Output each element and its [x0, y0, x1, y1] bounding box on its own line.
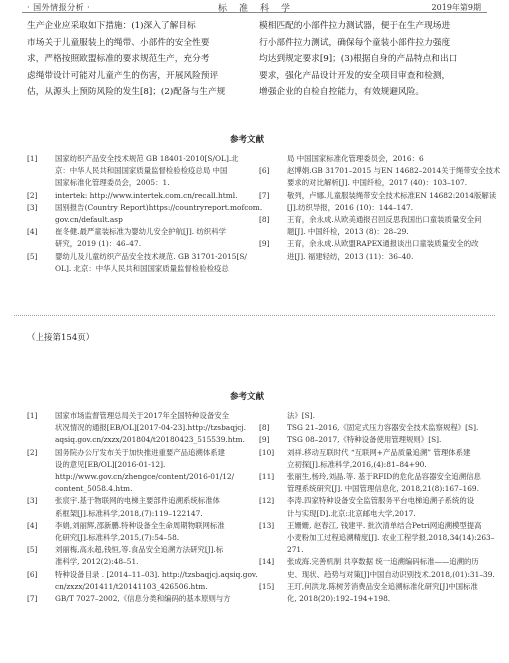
reference-text	[287, 422, 483, 434]
reference-number: [14]	[259, 557, 275, 567]
reference-entry	[259, 556, 495, 580]
reference-number: [12]	[259, 496, 275, 506]
reference-line: OL]. 北京：中华人民共和国国家质量监督检验检疫总	[55, 263, 229, 273]
reference-text	[287, 447, 483, 471]
reference-line: 婴幼儿及儿童纺织产品安全技术规范. GB 31701-2015[S/	[55, 251, 247, 261]
text-line: 模相匹配的小部件拉力测试器，便于在生产现场进	[259, 21, 451, 31]
reference-line: 王姗姗, 赵春江, 钱建平. 批次清单结合Petri网追溯模型提高	[287, 520, 482, 530]
reference-line: aqsiq.gov.cn/zxzx/201804/t20180423_515539.htm.	[55, 435, 245, 445]
reference-entry	[259, 520, 495, 557]
reference-line: http://www.gov.cn/zhengce/content/2016-01/12/	[55, 472, 235, 482]
reference-line: 国家市场监督管理总局关于2017年全国特种设备安全	[55, 411, 230, 420]
reference-line: 国别报告(Country Report)https://countryreport.mofcom.	[55, 202, 263, 212]
reference-number: [5]	[27, 251, 38, 261]
reference-text	[55, 190, 255, 202]
continued-from-note: （上接第154页）	[27, 333, 95, 343]
reference-list-right-2	[259, 410, 495, 605]
reference-entry	[27, 226, 255, 250]
reference-line: 设的意见[EB/OL][2016-01-12].	[55, 459, 166, 469]
reference-number: [3]	[27, 202, 38, 212]
reference-line: 法》[S].	[287, 411, 315, 420]
reference-text	[55, 447, 255, 496]
reference-line: 题[J]. 中国纤检，2013 (8)：28–29.	[287, 227, 409, 237]
running-header-journal: 标准科学	[218, 4, 303, 14]
reference-number: [9]	[259, 239, 270, 249]
reference-line: cn/zxzx/201411/t20141103_426506.htm.	[55, 581, 208, 591]
reference-text	[287, 434, 483, 446]
reference-line: 王育，余永成.从欧盟RAPEX通报谈出口童装质量安全的改	[287, 239, 479, 249]
reference-line: 京：中华人民共和国国家质量监督检验检疫总局 中国	[55, 166, 228, 176]
text-line: 求，严格按照欧盟标准的要求规范生产，充分考	[27, 54, 210, 65]
reference-number: [2]	[27, 190, 38, 200]
reference-number: [13]	[259, 520, 275, 530]
reference-line: 研究，2019 (1)：46–47.	[55, 239, 142, 249]
reference-number: [9]	[259, 435, 270, 445]
reference-entry	[259, 422, 483, 434]
reference-number: [1]	[27, 411, 38, 420]
reference-number: [10]	[259, 447, 275, 457]
running-header-issue: 2019年第9期	[431, 3, 481, 12]
reference-list-left-2	[27, 410, 258, 605]
reference-number: [7]	[259, 190, 270, 200]
reference-line: 史、现状、趋势与对策[J]中国自动识别技术.2018,(01):31–39.	[287, 569, 495, 579]
reference-entry	[259, 238, 483, 262]
reference-text	[287, 556, 495, 580]
reference-entry	[27, 190, 255, 202]
reference-number: [1]	[27, 154, 38, 163]
reference-line: 特种设备目录 . [2014–11–03]. http://tzsbaqjcj.aqsiq.gov.	[55, 569, 258, 579]
reference-entry	[27, 447, 255, 496]
reference-line: TSG 08–2017,《特种设备使用管理规则》[S].	[287, 435, 442, 445]
reference-line: 进[J]. 福建轻纺，2013 (11)：36–40.	[287, 251, 414, 261]
reference-line: 国家纺织产品安全技术规范 GB 18401-2010[S/OL].北	[55, 154, 239, 163]
reference-entry	[27, 593, 255, 605]
reference-entry	[27, 544, 255, 568]
reference-line: 化研究[J].标准科学,2015,(7):54–58.	[55, 533, 180, 543]
reference-entry	[259, 410, 483, 422]
reference-entry	[259, 447, 483, 471]
reference-number: [7]	[27, 594, 38, 604]
reference-line: 敬列，卢娜.儿童服装绳带安全技术标准EN 14682:2014版解读	[287, 190, 497, 200]
reference-entry	[259, 471, 483, 495]
reference-entry	[259, 495, 483, 519]
reference-text	[55, 226, 255, 250]
reference-line: 刘祥.移动互联时代 “互联网+产品质量追溯” 管理体系建	[287, 447, 471, 457]
body-text-left	[27, 18, 253, 101]
reference-entry	[259, 581, 483, 605]
reference-text	[287, 495, 483, 519]
text-line: 估，从源头上预防风险的发生[8]；(2)配备与生产规	[27, 87, 226, 98]
reference-text	[287, 190, 497, 214]
reference-number: [11]	[259, 472, 275, 482]
references-heading: 参考文献	[230, 135, 265, 145]
reference-line: 小麦粉加工过程追溯精度[J]. 农业工程学报,2018,34(14):263–	[287, 533, 495, 543]
reference-text	[55, 202, 263, 226]
reference-line: content_5058.4.htm.	[55, 484, 133, 494]
reference-line: 要求的对比解析[J]. 中国纤检，2017 (40)：103–107.	[287, 178, 468, 188]
reference-line: GB/T 7027–2002,《信息分类和编码的基本原则与方	[55, 594, 231, 604]
body-text-right	[259, 18, 481, 101]
references-heading-2: 参考文献	[230, 392, 265, 402]
reference-line: 王育，余永成.从欧美通报召回反思我国出口童装质量安全问	[287, 215, 482, 225]
reference-line: 化, 2018(20):192–194+198.	[287, 594, 391, 604]
reference-line: 国家标准化管理委员会，2005：1.	[55, 178, 170, 188]
reference-line: 系框架[J].标准科学,2018,(7):119–122147.	[55, 508, 203, 518]
reference-line: 刘丽梅,高永超,钱恒,等.食品安全追溯方法研究[J].标	[55, 545, 224, 555]
reference-text	[287, 410, 483, 422]
reference-number: [5]	[27, 545, 38, 555]
reference-number: [2]	[27, 447, 38, 457]
reference-list-left	[27, 153, 263, 275]
reference-list-right	[259, 153, 501, 263]
reference-entry	[27, 153, 255, 190]
reference-entry	[27, 495, 255, 519]
reference-text	[287, 165, 501, 189]
reference-entry	[27, 410, 255, 447]
reference-line: 状况情况的通报[EB/OL][2017-04-23].http://tzsbaqjcj.	[55, 423, 247, 433]
reference-line: 崔冬健.最严童装标准为婴幼儿安全护航[J]. 纺织科学	[55, 227, 226, 237]
reference-text	[55, 251, 255, 275]
reference-line: 271.	[287, 545, 304, 555]
reference-text	[55, 544, 255, 568]
reference-entry	[259, 214, 483, 238]
reference-entry	[259, 434, 483, 446]
reference-line: 准科学, 2012(2):48–51.	[55, 557, 139, 567]
reference-line: 王玎,何洪龙.陈树芳消费品安全追溯标准化研究[J]中国标准	[287, 581, 478, 591]
reference-number: [4]	[27, 520, 38, 530]
reference-line: 李娟,刘丽辉,邵新鹏.特种设备全生命周期物联网标准	[55, 520, 225, 530]
reference-line: 立初探[J].标准科学,2016,(4):81–84+90.	[287, 459, 427, 469]
reference-line: [J].纺织导报，2016 (10)：144–147.	[287, 202, 414, 212]
section-divider	[14, 315, 495, 316]
reference-number: [8]	[259, 423, 270, 433]
reference-text	[287, 238, 483, 262]
reference-text	[55, 593, 255, 605]
reference-entry	[27, 520, 255, 544]
reference-line: 张成海.完善机制 共享数据 统一追溯编码标准——追溯的历	[287, 557, 479, 567]
reference-entry	[27, 202, 263, 226]
reference-text	[287, 520, 495, 557]
header-rule	[22, 12, 487, 13]
text-line: 增强企业的自检自控能力，有效规避风险。	[259, 87, 425, 98]
reference-number: [3]	[27, 496, 38, 506]
reference-number: [4]	[27, 227, 38, 237]
reference-number: [8]	[259, 215, 270, 225]
reference-line: 赵博娟.GB 31701–2015 与EN 14682–2014关于绳带安全技术	[287, 166, 501, 176]
text-line: 均达到规定要求[9]；(3)根据自身的产品特点和出口	[259, 54, 458, 65]
reference-text	[55, 410, 255, 447]
reference-line: intertek: http://www.intertek.com.cn/recall.html.	[55, 190, 238, 200]
reference-line: 李涛.四家特种设备安全监管服务平台电梯追溯子系统的设	[287, 496, 475, 506]
reference-text	[55, 569, 258, 593]
reference-line: 局 中国国家标准化管理委员会，2016：6	[287, 154, 424, 163]
reference-entry	[259, 190, 497, 214]
reference-entry	[27, 569, 258, 593]
reference-number: [15]	[259, 581, 275, 591]
reference-text	[55, 153, 255, 190]
reference-text	[287, 214, 483, 238]
reference-line: TSG 21–2016,《固定式压力容器安全技术监察规程》[S].	[287, 423, 479, 433]
text-line: 要求，强化产品设计开发的安全项目审查和检测，	[259, 70, 451, 81]
reference-line: 管理系统研究[J]. 中国管理信息化, 2018,21(8):167–169.	[287, 484, 479, 494]
reference-text	[287, 153, 483, 165]
reference-line: 张宸宇.基于物联网的电梯主要部件追溯系统标准体	[55, 496, 220, 506]
text-line: 市场关于儿童服装上的绳带、小部件的安全性要	[27, 37, 210, 48]
text-line: 生产企业应采取如下措施：(1)深入了解目标	[27, 21, 196, 31]
reference-number: [6]	[259, 166, 270, 176]
running-header-section: · 国外情报分析 ·	[27, 3, 91, 12]
reference-text	[55, 495, 255, 519]
text-line: 虑绳带设计可能对儿童产生的伤害，开展风险预评	[27, 70, 219, 81]
reference-entry	[259, 165, 501, 189]
reference-line: gov.cn/default.asp	[55, 215, 123, 225]
reference-text	[287, 581, 483, 605]
reference-line: 张丽生,杨玲,刘晶.等. 基于RFID的危化品容器安全追溯信息	[287, 472, 481, 482]
reference-text	[287, 471, 483, 495]
reference-line: 国务院办公厅发布关于加快推进重要产品追溯体系建	[55, 447, 225, 457]
reference-number: [6]	[27, 569, 38, 579]
reference-entry	[259, 153, 483, 165]
text-line: 行小部件拉力测试，确保每个童装小部件拉力强度	[259, 37, 451, 48]
reference-line: 计与实现[D].北京:北京邮电大学,2017.	[287, 508, 416, 518]
reference-text	[55, 520, 255, 544]
reference-entry	[27, 251, 255, 275]
